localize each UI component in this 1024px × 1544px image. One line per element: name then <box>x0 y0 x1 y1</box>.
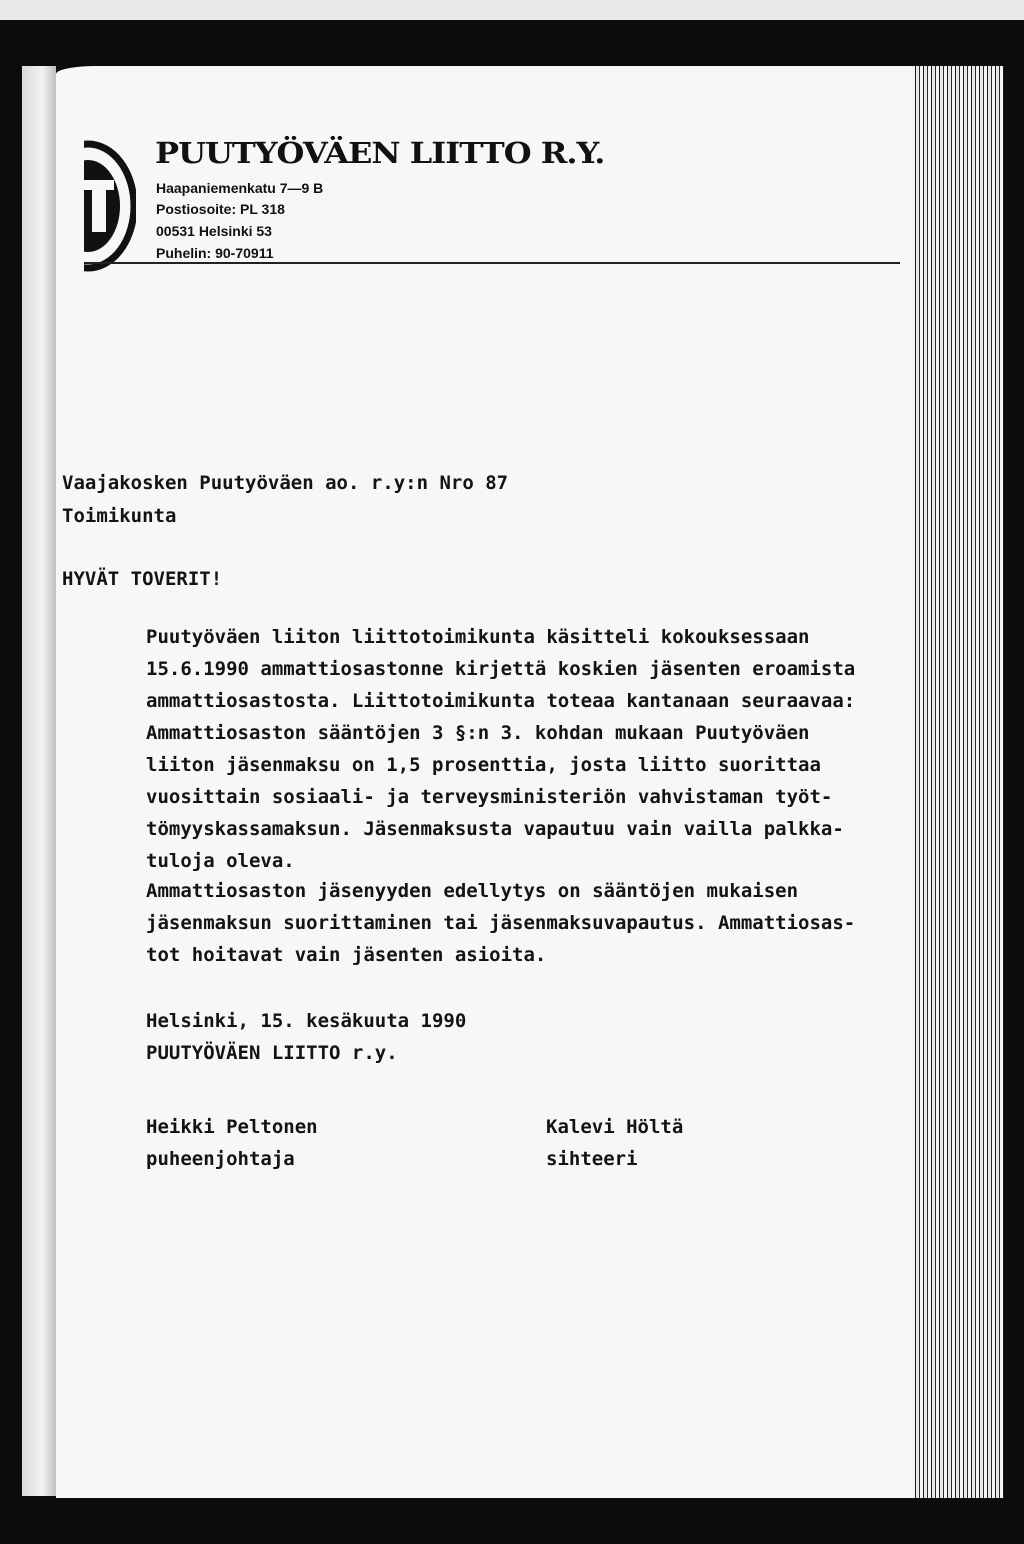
body-line: ammattiosastosta. Liittotoimikunta toteaa kantanaan seuraavaa: <box>146 690 856 712</box>
signatory-title: puheenjohtaja <box>146 1148 295 1170</box>
body-line: tömyyskassamaksun. Jäsenmaksusta vapautuu vain vailla palkka- <box>146 818 844 840</box>
letterhead-city: 00531 Helsinki 53 <box>156 223 272 239</box>
signatory-title: sihteeri <box>546 1148 638 1170</box>
body-line: Ammattiosaston sääntöjen 3 §:n 3. kohdan mukaan Puutyöväen <box>146 722 810 744</box>
body-line: Ammattiosaston jäsenyyden edellytys on sääntöjen mukaisen <box>146 880 799 902</box>
scanner-top-edge <box>0 0 1024 20</box>
union-logo-icon <box>84 140 136 272</box>
body-line: Puutyöväen liiton liittotoimikunta käsitteli kokouksessaan <box>146 626 810 648</box>
letterhead-postbox: Postiosoite: PL 318 <box>156 201 285 217</box>
left-page-edge <box>22 66 56 1496</box>
body-line: vuosittain sosiaali- ja terveysministeriön vahvistaman työt- <box>146 786 833 808</box>
body-line: jäsenmaksun suorittaminen tai jäsenmaksuvapautus. Ammattiosas- <box>146 912 856 934</box>
body-line: liiton jäsenmaksu on 1,5 prosenttia, josta liitto suorittaa <box>146 754 821 776</box>
letterhead-org-name: PUUTYÖVÄEN LIITTO R.Y. <box>155 136 605 171</box>
body-line: tuloja oleva. <box>146 850 295 872</box>
stacked-page-edges <box>912 66 1004 1498</box>
letterhead-street: Haapaniemenkatu 7—9 B <box>156 180 324 196</box>
signatory-name: Kalevi Höltä <box>546 1116 684 1138</box>
closing-org: PUUTYÖVÄEN LIITTO r.y. <box>146 1042 398 1064</box>
signatory-name: Heikki Peltonen <box>146 1116 318 1138</box>
letter-page <box>56 66 918 1498</box>
letterhead-phone: Puhelin: 90-70911 <box>156 245 274 261</box>
body-line: tot hoitavat vain jäsenten asioita. <box>146 944 547 966</box>
scanner-bottom-band <box>56 1498 1004 1544</box>
body-line: 15.6.1990 ammattiosastonne kirjettä koskien jäsenten eroamista <box>146 658 856 680</box>
closing-place-date: Helsinki, 15. kesäkuuta 1990 <box>146 1010 467 1032</box>
letterhead-divider <box>84 262 900 264</box>
recipient-line: Vaajakosken Puutyöväen ao. r.y:n Nro 87 <box>62 472 509 494</box>
recipient-line: Toimikunta <box>62 505 177 527</box>
greeting: HYVÄT TOVERIT! <box>62 568 223 590</box>
